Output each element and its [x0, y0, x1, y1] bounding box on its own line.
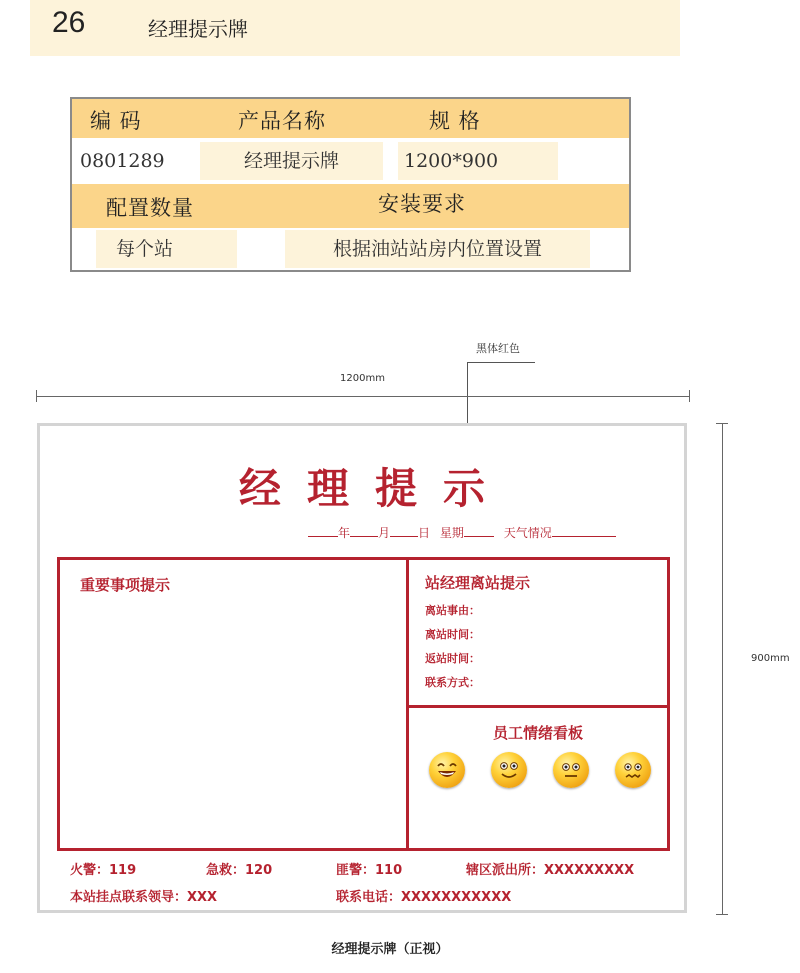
callout-label: 黑体红色 [476, 342, 520, 355]
fire-alarm-number: 火警：119 [70, 863, 137, 878]
spec-value-row [72, 138, 629, 184]
header-band [30, 0, 680, 56]
day-label: 日 [418, 526, 431, 540]
header-spec: 规 格 [429, 109, 481, 133]
ambulance-number: 急救：120 [206, 863, 273, 878]
figure-caption: 经理提示牌（正视） [331, 942, 449, 957]
mood-faces-row [429, 752, 653, 792]
contact-field: 联系方式： [425, 676, 480, 689]
contact-phone: 联系电话：XXXXXXXXXXX [336, 890, 512, 905]
leave-reason-field: 离站事由： [425, 604, 480, 617]
value-product-name: 经理提示牌 [200, 142, 383, 180]
month-label: 月 [378, 526, 391, 540]
assigned-leader: 本站挂点联系领导：XXX [70, 890, 218, 905]
value-code: 0801289 [80, 150, 165, 172]
mood-board-heading: 员工情绪看板 [492, 724, 583, 742]
year-label: 年 [338, 526, 351, 540]
value-spec: 1200*900 [398, 142, 558, 180]
width-tick-right [689, 390, 690, 402]
smiling-face-icon [491, 752, 527, 788]
header-code: 编 码 [90, 109, 142, 133]
header-install-req: 安装要求 [378, 192, 466, 216]
important-notice-heading: 重要事项提示 [80, 576, 171, 594]
leave-time-field: 离站时间： [425, 628, 480, 641]
value-quantity: 每个站 [96, 230, 237, 268]
spec-header-row-2 [72, 184, 629, 228]
date-weather-line [308, 524, 616, 541]
width-dimension-label: 1200mm [340, 373, 385, 384]
laughing-face-icon [429, 752, 465, 788]
spec-table [70, 97, 631, 272]
manager-sign-board [37, 423, 687, 913]
height-tick-bottom [716, 914, 728, 915]
return-time-field: 返站时间： [425, 652, 480, 665]
worried-face-icon [615, 752, 651, 788]
header-quantity: 配置数量 [106, 196, 194, 220]
mood-board-panel [406, 705, 670, 851]
board-title: 经理提示 [238, 464, 511, 513]
neutral-face-icon [553, 752, 589, 788]
page-number: 26 [52, 6, 86, 39]
spec-header-row [72, 99, 629, 138]
weather-label: 天气情况 [503, 526, 552, 540]
local-police-station: 辖区派出所：XXXXXXXXX [466, 863, 635, 878]
page-title: 经理提示牌 [148, 17, 248, 41]
police-number: 匪警：110 [336, 863, 403, 878]
height-dimension-label: 900mm [751, 653, 790, 664]
value-install-req: 根据油站站房内位置设置 [285, 230, 590, 268]
width-tick-left [36, 390, 37, 402]
height-tick-top [716, 423, 728, 424]
important-notice-panel [57, 557, 409, 851]
manager-leave-heading: 站经理离站提示 [425, 574, 531, 592]
weekday-label: 星期 [439, 526, 464, 540]
manager-leave-panel [406, 557, 670, 708]
spec-value-row-2 [72, 228, 629, 270]
width-dimension-line [36, 396, 690, 397]
height-dimension-line [722, 423, 723, 915]
callout-leader-h [467, 362, 535, 363]
header-product-name: 产品名称 [238, 109, 326, 133]
